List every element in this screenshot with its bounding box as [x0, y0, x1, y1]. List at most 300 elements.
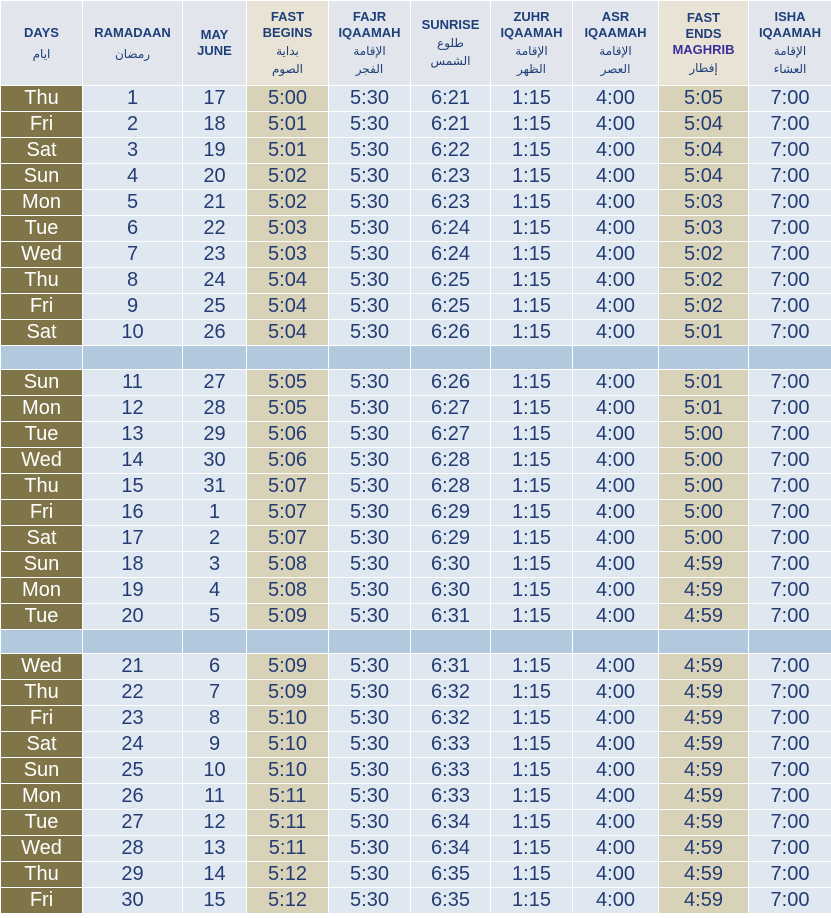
- ramadan-day-cell: 25: [83, 758, 183, 784]
- asr-cell: 4:00: [573, 680, 659, 706]
- fast-begins-cell: 5:03: [247, 242, 329, 268]
- fast-ends-cell: 5:00: [659, 526, 749, 552]
- day-cell: Sat: [1, 138, 83, 164]
- fajr-cell: 5:30: [329, 448, 411, 474]
- asr-cell: 4:00: [573, 320, 659, 346]
- table-row: [1, 706, 831, 732]
- zuhr-cell: 1:15: [491, 448, 573, 474]
- separator-cell: [329, 630, 411, 654]
- isha-cell: 7:00: [749, 654, 831, 680]
- ramadan-day-cell: 7: [83, 242, 183, 268]
- day-cell: Thu: [1, 268, 83, 294]
- header-fast-ends-maghrib: MAGHRIB: [672, 42, 735, 57]
- isha-cell: 7:00: [749, 294, 831, 320]
- fast-begins-cell: 5:11: [247, 836, 329, 862]
- asr-cell: 4:00: [573, 836, 659, 862]
- isha-cell: 7:00: [749, 732, 831, 758]
- header-asr-ar1: الإقامة: [599, 44, 632, 58]
- zuhr-cell: 1:15: [491, 86, 573, 112]
- header-fajr-en2: IQAAMAH: [338, 25, 401, 40]
- day-cell: Mon: [1, 396, 83, 422]
- fast-ends-cell: 5:00: [659, 422, 749, 448]
- ramadan-day-cell: 28: [83, 836, 183, 862]
- zuhr-cell: 1:15: [491, 242, 573, 268]
- header-fast-ends: [659, 1, 749, 86]
- header-fajr: [329, 1, 411, 86]
- asr-cell: 4:00: [573, 474, 659, 500]
- fast-ends-cell: 5:00: [659, 500, 749, 526]
- separator-cell: [1, 630, 83, 654]
- fast-ends-cell: 4:59: [659, 810, 749, 836]
- table-row: [1, 604, 831, 630]
- fajr-cell: 5:30: [329, 810, 411, 836]
- fast-begins-cell: 5:07: [247, 500, 329, 526]
- header-fast-ends-ar: إفطار: [689, 61, 718, 75]
- sunrise-cell: 6:29: [411, 526, 491, 552]
- zuhr-cell: 1:15: [491, 758, 573, 784]
- separator-cell: [491, 630, 573, 654]
- header-isha-ar1: الإقامة: [773, 44, 807, 58]
- separator-cell: [1, 346, 83, 370]
- isha-cell: 7:00: [749, 888, 831, 914]
- separator-cell: [183, 630, 247, 654]
- fajr-cell: 5:30: [329, 706, 411, 732]
- header-zuhr-ar1: الإقامة: [515, 44, 548, 58]
- date-cell: 6: [183, 654, 247, 680]
- zuhr-cell: 1:15: [491, 216, 573, 242]
- fajr-cell: 5:30: [329, 474, 411, 500]
- table-row: [1, 138, 831, 164]
- fajr-cell: 5:30: [329, 552, 411, 578]
- date-cell: 5: [183, 604, 247, 630]
- fajr-cell: 5:30: [329, 654, 411, 680]
- asr-cell: 4:00: [573, 216, 659, 242]
- fajr-cell: 5:30: [329, 112, 411, 138]
- asr-cell: 4:00: [573, 396, 659, 422]
- table-row: [1, 86, 831, 112]
- asr-cell: 4:00: [573, 604, 659, 630]
- day-cell: Sun: [1, 552, 83, 578]
- fast-begins-cell: 5:03: [247, 216, 329, 242]
- ramadan-day-cell: 9: [83, 294, 183, 320]
- fajr-cell: 5:30: [329, 370, 411, 396]
- asr-cell: 4:00: [573, 422, 659, 448]
- separator-cell: [411, 630, 491, 654]
- header-ramadaan-en: RAMADAAN: [94, 24, 171, 40]
- zuhr-cell: 1:15: [491, 604, 573, 630]
- fast-ends-cell: 5:02: [659, 242, 749, 268]
- fast-ends-cell: 5:04: [659, 138, 749, 164]
- day-cell: Wed: [1, 448, 83, 474]
- fast-begins-cell: 5:01: [247, 138, 329, 164]
- timetable-body: [1, 86, 831, 914]
- table-row: [1, 862, 831, 888]
- day-cell: Sun: [1, 758, 83, 784]
- isha-cell: 7:00: [749, 138, 831, 164]
- day-cell: Tue: [1, 604, 83, 630]
- sunrise-cell: 6:28: [411, 448, 491, 474]
- table-row: [1, 784, 831, 810]
- day-cell: Thu: [1, 474, 83, 500]
- fast-ends-cell: 4:59: [659, 836, 749, 862]
- day-cell: Mon: [1, 784, 83, 810]
- header-days: [1, 1, 83, 86]
- date-cell: 7: [183, 680, 247, 706]
- fast-begins-cell: 5:02: [247, 190, 329, 216]
- zuhr-cell: 1:15: [491, 370, 573, 396]
- sunrise-cell: 6:27: [411, 396, 491, 422]
- date-cell: 10: [183, 758, 247, 784]
- date-cell: 29: [183, 422, 247, 448]
- fajr-cell: 5:30: [329, 268, 411, 294]
- table-row: [1, 242, 831, 268]
- ramadan-day-cell: 24: [83, 732, 183, 758]
- ramadan-day-cell: 2: [83, 112, 183, 138]
- zuhr-cell: 1:15: [491, 268, 573, 294]
- day-cell: Tue: [1, 216, 83, 242]
- sunrise-cell: 6:34: [411, 810, 491, 836]
- header-month-en2: JUNE: [197, 43, 232, 58]
- header-fast-begins-en2: BEGINS: [262, 25, 313, 40]
- header-asr-ar2: العصر: [600, 62, 631, 76]
- header-fast-begins-en1: FAST: [270, 9, 305, 24]
- fast-begins-cell: 5:09: [247, 680, 329, 706]
- table-row: [1, 500, 831, 526]
- sunrise-cell: 6:33: [411, 758, 491, 784]
- date-cell: 19: [183, 138, 247, 164]
- asr-cell: 4:00: [573, 758, 659, 784]
- sunrise-cell: 6:31: [411, 604, 491, 630]
- isha-cell: 7:00: [749, 320, 831, 346]
- ramadan-day-cell: 30: [83, 888, 183, 914]
- header-days-ar: ايام: [32, 46, 51, 61]
- fajr-cell: 5:30: [329, 242, 411, 268]
- asr-cell: 4:00: [573, 732, 659, 758]
- fast-ends-cell: 5:04: [659, 164, 749, 190]
- header-fajr-ar2: الفجر: [355, 62, 384, 76]
- fast-ends-cell: 4:59: [659, 680, 749, 706]
- asr-cell: 4:00: [573, 578, 659, 604]
- asr-cell: 4:00: [573, 112, 659, 138]
- fast-ends-cell: 4:59: [659, 784, 749, 810]
- fajr-cell: 5:30: [329, 526, 411, 552]
- fast-ends-cell: 4:59: [659, 758, 749, 784]
- zuhr-cell: 1:15: [491, 294, 573, 320]
- header-fajr-ar1: الإقامة: [353, 44, 386, 58]
- day-cell: Mon: [1, 578, 83, 604]
- table-row: [1, 578, 831, 604]
- fajr-cell: 5:30: [329, 190, 411, 216]
- day-cell: Mon: [1, 190, 83, 216]
- sunrise-cell: 6:27: [411, 422, 491, 448]
- date-cell: 9: [183, 732, 247, 758]
- isha-cell: 7:00: [749, 448, 831, 474]
- fajr-cell: 5:30: [329, 422, 411, 448]
- asr-cell: 4:00: [573, 552, 659, 578]
- fast-begins-cell: 5:12: [247, 862, 329, 888]
- sunrise-cell: 6:29: [411, 500, 491, 526]
- asr-cell: 4:00: [573, 526, 659, 552]
- asr-cell: 4:00: [573, 370, 659, 396]
- day-cell: Fri: [1, 112, 83, 138]
- header-sunrise-ar2: الشمس: [430, 54, 471, 68]
- day-cell: Sat: [1, 526, 83, 552]
- table-row: [1, 474, 831, 500]
- fajr-cell: 5:30: [329, 862, 411, 888]
- zuhr-cell: 1:15: [491, 552, 573, 578]
- separator-cell: [83, 346, 183, 370]
- fajr-cell: 5:30: [329, 784, 411, 810]
- isha-cell: 7:00: [749, 474, 831, 500]
- header-row: [1, 1, 831, 86]
- isha-cell: 7:00: [749, 552, 831, 578]
- fast-begins-cell: 5:06: [247, 448, 329, 474]
- fast-ends-cell: 5:00: [659, 474, 749, 500]
- fajr-cell: 5:30: [329, 320, 411, 346]
- asr-cell: 4:00: [573, 190, 659, 216]
- fajr-cell: 5:30: [329, 680, 411, 706]
- header-days-en: DAYS: [24, 24, 59, 40]
- header-zuhr-ar2: الظهر: [517, 62, 546, 76]
- fast-begins-cell: 5:10: [247, 706, 329, 732]
- table-row: [1, 836, 831, 862]
- zuhr-cell: 1:15: [491, 422, 573, 448]
- fast-begins-cell: 5:11: [247, 784, 329, 810]
- isha-cell: 7:00: [749, 862, 831, 888]
- fast-begins-cell: 5:08: [247, 578, 329, 604]
- ramadan-day-cell: 26: [83, 784, 183, 810]
- fast-ends-cell: 5:02: [659, 268, 749, 294]
- fast-ends-cell: 4:59: [659, 604, 749, 630]
- day-cell: Thu: [1, 862, 83, 888]
- table-row: [1, 268, 831, 294]
- asr-cell: 4:00: [573, 706, 659, 732]
- day-cell: Sun: [1, 370, 83, 396]
- date-cell: 28: [183, 396, 247, 422]
- isha-cell: 7:00: [749, 604, 831, 630]
- header-fajr-en1: FAJR: [352, 9, 387, 24]
- sunrise-cell: 6:28: [411, 474, 491, 500]
- ramadan-day-cell: 11: [83, 370, 183, 396]
- day-cell: Fri: [1, 706, 83, 732]
- separator-row: [1, 346, 831, 370]
- fast-ends-cell: 5:03: [659, 190, 749, 216]
- date-cell: 30: [183, 448, 247, 474]
- sunrise-cell: 6:21: [411, 112, 491, 138]
- table-row: [1, 888, 831, 914]
- fajr-cell: 5:30: [329, 294, 411, 320]
- asr-cell: 4:00: [573, 86, 659, 112]
- separator-cell: [329, 346, 411, 370]
- isha-cell: 7:00: [749, 164, 831, 190]
- separator-cell: [659, 630, 749, 654]
- asr-cell: 4:00: [573, 810, 659, 836]
- fast-ends-cell: 5:04: [659, 112, 749, 138]
- separator-cell: [183, 346, 247, 370]
- fast-begins-cell: 5:07: [247, 474, 329, 500]
- table-row: [1, 216, 831, 242]
- header-fast-ends-en2: ENDS: [685, 26, 722, 41]
- day-cell: Wed: [1, 836, 83, 862]
- date-cell: 22: [183, 216, 247, 242]
- header-ramadaan: [83, 1, 183, 86]
- date-cell: 21: [183, 190, 247, 216]
- header-zuhr-en2: IQAAMAH: [500, 25, 563, 40]
- sunrise-cell: 6:22: [411, 138, 491, 164]
- sunrise-cell: 6:35: [411, 862, 491, 888]
- zuhr-cell: 1:15: [491, 112, 573, 138]
- zuhr-cell: 1:15: [491, 810, 573, 836]
- table-row: [1, 552, 831, 578]
- header-isha-ar2: العشاء: [773, 62, 807, 76]
- fast-begins-cell: 5:05: [247, 370, 329, 396]
- sunrise-cell: 6:30: [411, 552, 491, 578]
- ramadan-day-cell: 4: [83, 164, 183, 190]
- header-fast-begins-ar2: الصوم: [271, 62, 304, 76]
- date-cell: 15: [183, 888, 247, 914]
- day-cell: Thu: [1, 680, 83, 706]
- fast-begins-cell: 5:04: [247, 268, 329, 294]
- ramadan-day-cell: 1: [83, 86, 183, 112]
- day-cell: Wed: [1, 242, 83, 268]
- fast-begins-cell: 5:08: [247, 552, 329, 578]
- date-cell: 14: [183, 862, 247, 888]
- sunrise-cell: 6:24: [411, 216, 491, 242]
- isha-cell: 7:00: [749, 836, 831, 862]
- separator-cell: [573, 630, 659, 654]
- sunrise-cell: 6:32: [411, 706, 491, 732]
- header-sunrise-ar1: طلوع: [437, 36, 464, 50]
- header-isha-en1: ISHA: [774, 9, 806, 24]
- date-cell: 26: [183, 320, 247, 346]
- asr-cell: 4:00: [573, 784, 659, 810]
- fast-ends-cell: 4:59: [659, 706, 749, 732]
- fast-begins-cell: 5:05: [247, 396, 329, 422]
- table-row: [1, 810, 831, 836]
- date-cell: 25: [183, 294, 247, 320]
- isha-cell: 7:00: [749, 216, 831, 242]
- isha-cell: 7:00: [749, 578, 831, 604]
- date-cell: 18: [183, 112, 247, 138]
- asr-cell: 4:00: [573, 164, 659, 190]
- header-ramadaan-ar: رمضان: [114, 46, 151, 61]
- sunrise-cell: 6:21: [411, 86, 491, 112]
- header-sunrise: [411, 1, 491, 86]
- sunrise-cell: 6:25: [411, 294, 491, 320]
- fast-begins-cell: 5:09: [247, 604, 329, 630]
- fast-begins-cell: 5:09: [247, 654, 329, 680]
- isha-cell: 7:00: [749, 500, 831, 526]
- sunrise-cell: 6:31: [411, 654, 491, 680]
- separator-cell: [83, 630, 183, 654]
- zuhr-cell: 1:15: [491, 706, 573, 732]
- zuhr-cell: 1:15: [491, 654, 573, 680]
- fajr-cell: 5:30: [329, 578, 411, 604]
- zuhr-cell: 1:15: [491, 164, 573, 190]
- ramadan-day-cell: 23: [83, 706, 183, 732]
- header-asr: [573, 1, 659, 86]
- asr-cell: 4:00: [573, 268, 659, 294]
- asr-cell: 4:00: [573, 500, 659, 526]
- day-cell: Sat: [1, 732, 83, 758]
- day-cell: Tue: [1, 810, 83, 836]
- ramadan-day-cell: 8: [83, 268, 183, 294]
- ramadan-day-cell: 22: [83, 680, 183, 706]
- isha-cell: 7:00: [749, 810, 831, 836]
- isha-cell: 7:00: [749, 784, 831, 810]
- fast-ends-cell: 4:59: [659, 732, 749, 758]
- isha-cell: 7:00: [749, 526, 831, 552]
- zuhr-cell: 1:15: [491, 190, 573, 216]
- header-fast-ends-en1: FAST: [686, 10, 721, 25]
- sunrise-cell: 6:34: [411, 836, 491, 862]
- fast-ends-cell: 4:59: [659, 552, 749, 578]
- zuhr-cell: 1:15: [491, 836, 573, 862]
- header-month: [183, 1, 247, 86]
- date-cell: 31: [183, 474, 247, 500]
- zuhr-cell: 1:15: [491, 396, 573, 422]
- fast-begins-cell: 5:12: [247, 888, 329, 914]
- ramadan-day-cell: 5: [83, 190, 183, 216]
- ramadan-day-cell: 17: [83, 526, 183, 552]
- fajr-cell: 5:30: [329, 732, 411, 758]
- sunrise-cell: 6:24: [411, 242, 491, 268]
- sunrise-cell: 6:30: [411, 578, 491, 604]
- isha-cell: 7:00: [749, 758, 831, 784]
- sunrise-cell: 6:35: [411, 888, 491, 914]
- table-row: [1, 112, 831, 138]
- table-row: [1, 190, 831, 216]
- fajr-cell: 5:30: [329, 500, 411, 526]
- fast-begins-cell: 5:11: [247, 810, 329, 836]
- fast-begins-cell: 5:10: [247, 732, 329, 758]
- isha-cell: 7:00: [749, 190, 831, 216]
- header-fast-begins: [247, 1, 329, 86]
- isha-cell: 7:00: [749, 422, 831, 448]
- zuhr-cell: 1:15: [491, 578, 573, 604]
- fajr-cell: 5:30: [329, 216, 411, 242]
- fajr-cell: 5:30: [329, 396, 411, 422]
- day-cell: Tue: [1, 422, 83, 448]
- fast-ends-cell: 5:03: [659, 216, 749, 242]
- fast-ends-cell: 4:59: [659, 888, 749, 914]
- ramadan-day-cell: 15: [83, 474, 183, 500]
- header-isha: [749, 1, 831, 86]
- fast-begins-cell: 5:10: [247, 758, 329, 784]
- header-fast-begins-ar1: بداية: [276, 44, 299, 58]
- date-cell: 4: [183, 578, 247, 604]
- zuhr-cell: 1:15: [491, 526, 573, 552]
- asr-cell: 4:00: [573, 242, 659, 268]
- zuhr-cell: 1:15: [491, 888, 573, 914]
- zuhr-cell: 1:15: [491, 862, 573, 888]
- ramadan-day-cell: 20: [83, 604, 183, 630]
- fast-ends-cell: 4:59: [659, 862, 749, 888]
- sunrise-cell: 6:33: [411, 784, 491, 810]
- sunrise-cell: 6:23: [411, 164, 491, 190]
- fast-ends-cell: 4:59: [659, 578, 749, 604]
- zuhr-cell: 1:15: [491, 474, 573, 500]
- ramadan-day-cell: 10: [83, 320, 183, 346]
- fajr-cell: 5:30: [329, 138, 411, 164]
- table-row: [1, 320, 831, 346]
- fajr-cell: 5:30: [329, 604, 411, 630]
- fast-begins-cell: 5:02: [247, 164, 329, 190]
- header-asr-en2: IQAAMAH: [584, 25, 647, 40]
- date-cell: 17: [183, 86, 247, 112]
- sunrise-cell: 6:26: [411, 320, 491, 346]
- date-cell: 13: [183, 836, 247, 862]
